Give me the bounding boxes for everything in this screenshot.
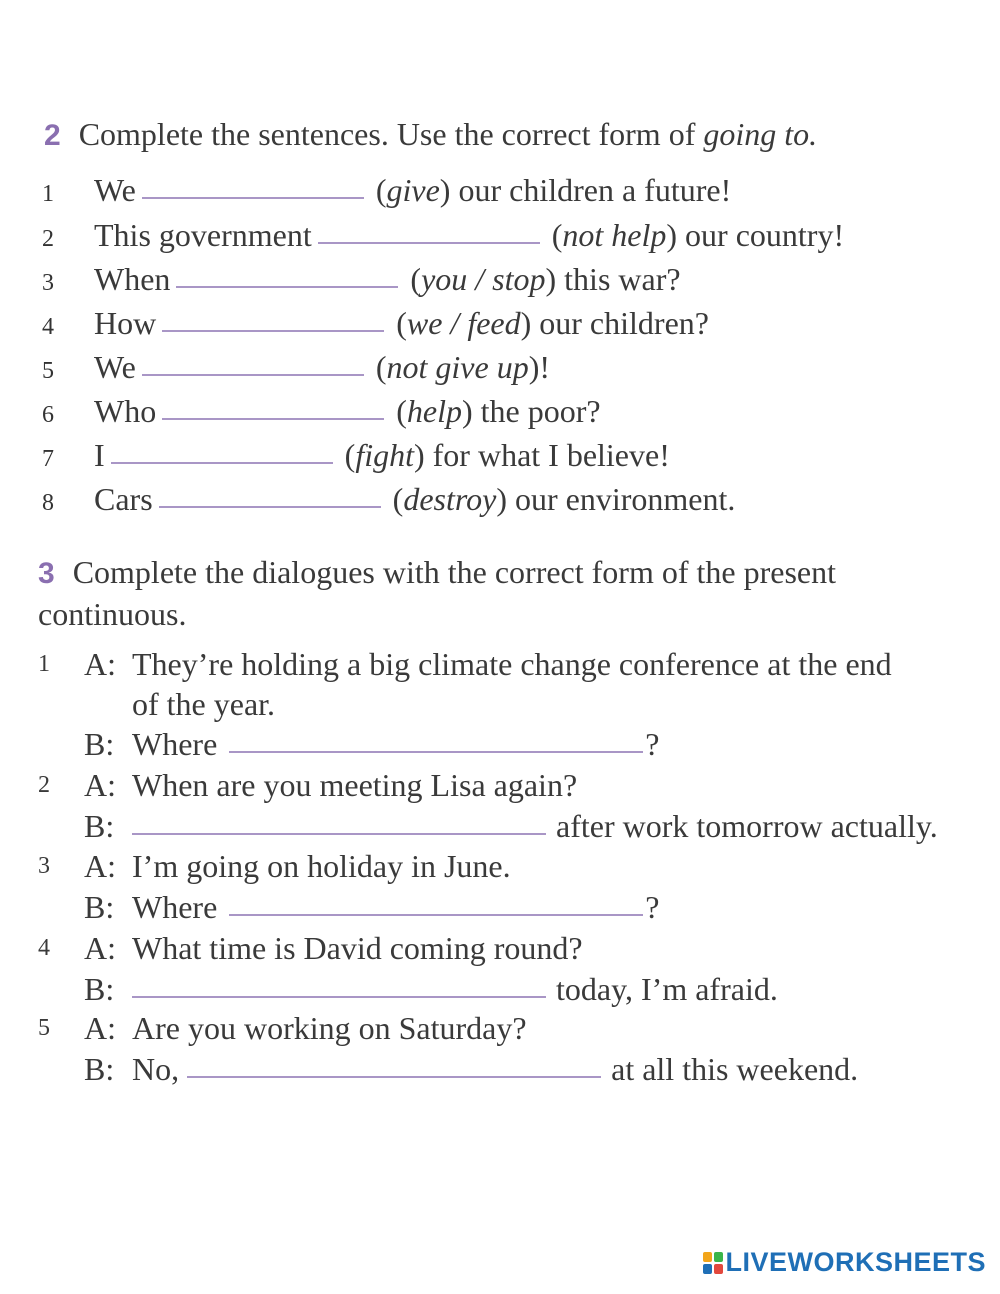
dialogue-1-b: B: Where ? <box>84 726 660 762</box>
ex2-item-5: 5 We (not give up)! <box>42 349 550 385</box>
exercise-2-heading <box>44 116 817 153</box>
exercise-3-number: 3 <box>38 557 55 590</box>
dialogue-2-b: B: after work tomorrow actually. <box>84 808 938 844</box>
exercise-3-instruction-line1: Complete the dialogues with the correct form of the present <box>72 554 836 590</box>
answer-blank[interactable] <box>176 286 398 288</box>
liveworksheets-logo <box>703 1247 986 1278</box>
exercise-3-instruction-line2: continuous. <box>38 596 187 632</box>
answer-blank[interactable] <box>111 462 333 464</box>
exercise-2-number: 2 <box>44 119 61 152</box>
ex2-item-3: 3 When (you / stop) this war? <box>42 261 681 297</box>
answer-blank[interactable] <box>162 330 384 332</box>
answer-blank[interactable] <box>229 914 643 916</box>
ex2-item-7: 7 I (fight) for what I believe! <box>42 437 670 473</box>
ex2-item-2: 2 This government (not help) our country! <box>42 217 845 253</box>
ex2-item-1: 1 We (give) our children a future! <box>42 172 732 208</box>
answer-blank[interactable] <box>142 374 364 376</box>
liveworksheets-logo-icon <box>703 1252 723 1274</box>
answer-blank[interactable] <box>132 833 546 835</box>
ex2-item-8: 8 Cars (destroy) our environment. <box>42 481 736 517</box>
dialogue-5-b: B: No, at all this weekend. <box>84 1051 859 1087</box>
dialogue-3-b: B: Where ? <box>84 889 660 925</box>
exercise-2-instruction: Complete the sentences. Use the correct form of going to. <box>78 116 818 152</box>
ex2-item-4: 4 How (we / feed) our children? <box>42 305 709 341</box>
answer-blank[interactable] <box>132 996 546 998</box>
answer-blank[interactable] <box>159 506 381 508</box>
liveworksheets-logo-text: LIVEWORKSHEETS <box>725 1247 986 1277</box>
dialogue-1-a-cont: of the year. <box>132 686 276 722</box>
answer-blank[interactable] <box>142 197 364 199</box>
answer-blank[interactable] <box>187 1076 601 1078</box>
answer-blank[interactable] <box>229 751 643 753</box>
dialogue-4-b: B: today, I’m afraid. <box>84 971 778 1007</box>
exercise-3-heading <box>38 554 836 591</box>
ex2-item-6: 6 Who (help) the poor? <box>42 393 601 429</box>
answer-blank[interactable] <box>162 418 384 420</box>
answer-blank[interactable] <box>318 242 540 244</box>
